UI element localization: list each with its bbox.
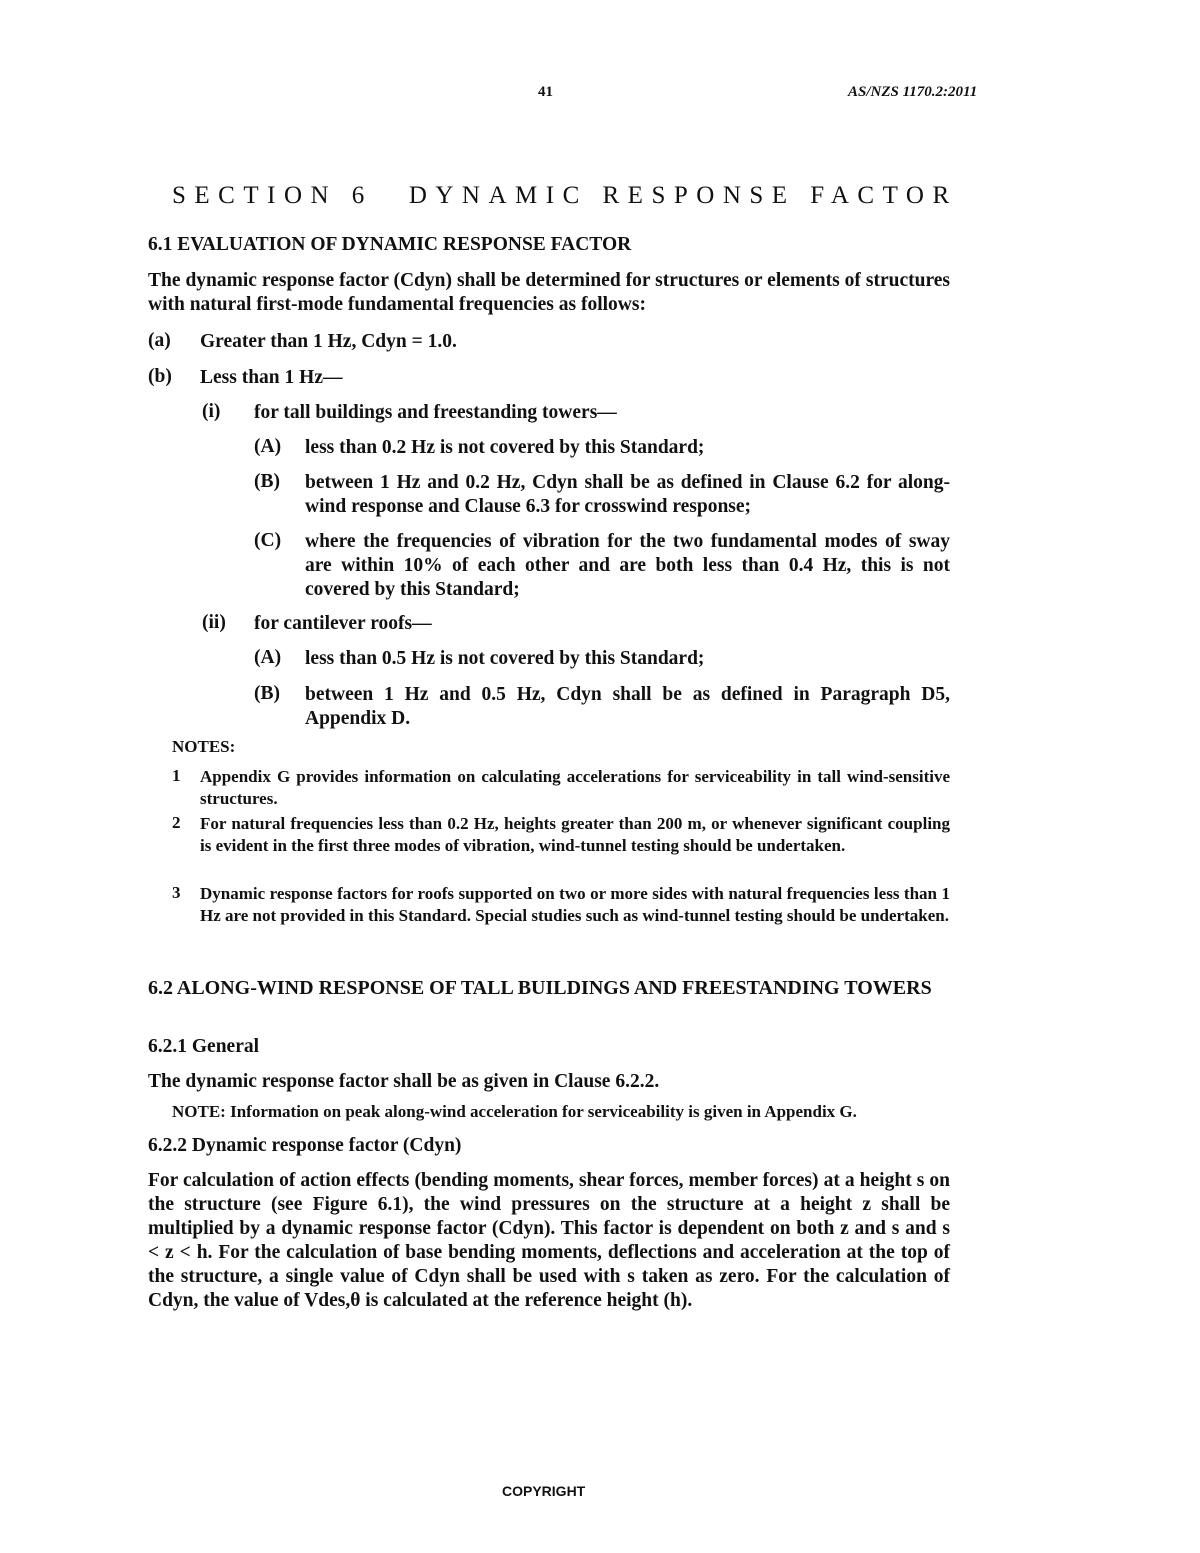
item-ii-A-label: (A) <box>254 647 282 668</box>
item-ii-B-text: between 1 Hz and 0.5 Hz, Cdyn shall be as defined in Paragraph D5, Appendix D. <box>305 684 950 729</box>
item-i-A-text: less than 0.2 Hz is not covered by this Standard; <box>305 437 705 458</box>
heading-6-1: 6.1 EVALUATION OF DYNAMIC RESPONSE FACTOR <box>148 234 632 255</box>
note-number: 2 <box>172 813 181 832</box>
paragraph-6-2-2: For calculation of action effects (bending moments, shear forces, member forces) at a height s on the structure (see Figure 6.1), the wind pressures on the structure at a height z shall be multiplied by a dynamic response factor (Cdyn). This factor is dependent on both z and s and s < z < h. For the calculation of base bending moments, deflections and acceleration at the top of the structure, a single value of Cdyn shall be used with s taken as zero. For the calculation of Cdyn, the value of Vdes,θ is calculated at the reference height (h). <box>148 1170 950 1311</box>
item-ii-B-label: (B) <box>254 683 280 704</box>
item-i-C-label: (C) <box>254 530 282 551</box>
heading-6-2: 6.2 ALONG-WIND RESPONSE OF TALL BUILDINGS AND FREESTANDING TOWERS <box>148 977 932 999</box>
note-text: Dynamic response factors for roofs supported on two or more sides with natural frequencies less than 1 Hz are not provided in this Standard. Special studies such as wind-tunnel testing should be undertaken. <box>200 884 950 925</box>
item-i-text: for tall buildings and freestanding towers— <box>254 402 617 423</box>
note-number: 3 <box>172 883 181 902</box>
item-i-C-text: where the frequencies of vibration for the two fundamental modes of sway are within 10% of each other and are both less than 0.4 Hz, this is not covered by this Standard; <box>305 531 950 600</box>
heading-6-2-2: 6.2.2 Dynamic response factor (Cdyn) <box>148 1135 462 1156</box>
item-i-B-label: (B) <box>254 471 280 492</box>
section-word: SECTION 6 <box>172 182 373 209</box>
notes-title: NOTES: <box>172 737 236 756</box>
item-ii-text: for cantilever roofs— <box>254 613 432 634</box>
paragraph-6-2-1: The dynamic response factor shall be as given in Clause 6.2.2. <box>148 1071 660 1092</box>
page-number: 41 <box>538 84 553 100</box>
item-i-A-label: (A) <box>254 436 282 457</box>
standard-designation: AS/NZS 1170.2:2011 <box>848 84 978 100</box>
item-a-text: Greater than 1 Hz, Cdyn = 1.0. <box>200 331 457 352</box>
note-text: For natural frequencies less than 0.2 Hz, heights greater than 200 m, or whenever significant coupling is evident in the first three modes of vibration, wind-tunnel testing should be undertaken. <box>200 814 950 855</box>
item-ii-label: (ii) <box>202 612 226 633</box>
item-b-label: (b) <box>148 366 172 387</box>
note-6-2-1: NOTE: Information on peak along-wind acceleration for serviceability is given in Appendix G. <box>172 1102 857 1121</box>
section-title <box>172 182 958 210</box>
heading-6-2-1: 6.2.1 General <box>148 1036 260 1057</box>
item-a-label: (a) <box>148 330 171 351</box>
copyright-footer: COPYRIGHT <box>502 1483 586 1499</box>
section-name: DYNAMIC RESPONSE FACTOR <box>408 182 958 209</box>
item-ii-A-text: less than 0.5 Hz is not covered by this Standard; <box>305 648 705 669</box>
item-b-text: Less than 1 Hz— <box>200 367 343 388</box>
item-i-B-text: between 1 Hz and 0.2 Hz, Cdyn shall be as defined in Clause 6.2 for along-wind response and Clause 6.3 for crosswind response; <box>305 472 950 517</box>
item-i-label: (i) <box>202 401 221 422</box>
note-number: 1 <box>172 766 181 785</box>
note-text: Appendix G provides information on calculating accelerations for serviceability in tall wind-sensitive structures. <box>200 767 950 808</box>
intro-paragraph: The dynamic response factor (Cdyn) shall be determined for structures or elements of structures with natural first-mode fundamental frequencies as follows: <box>148 270 950 315</box>
